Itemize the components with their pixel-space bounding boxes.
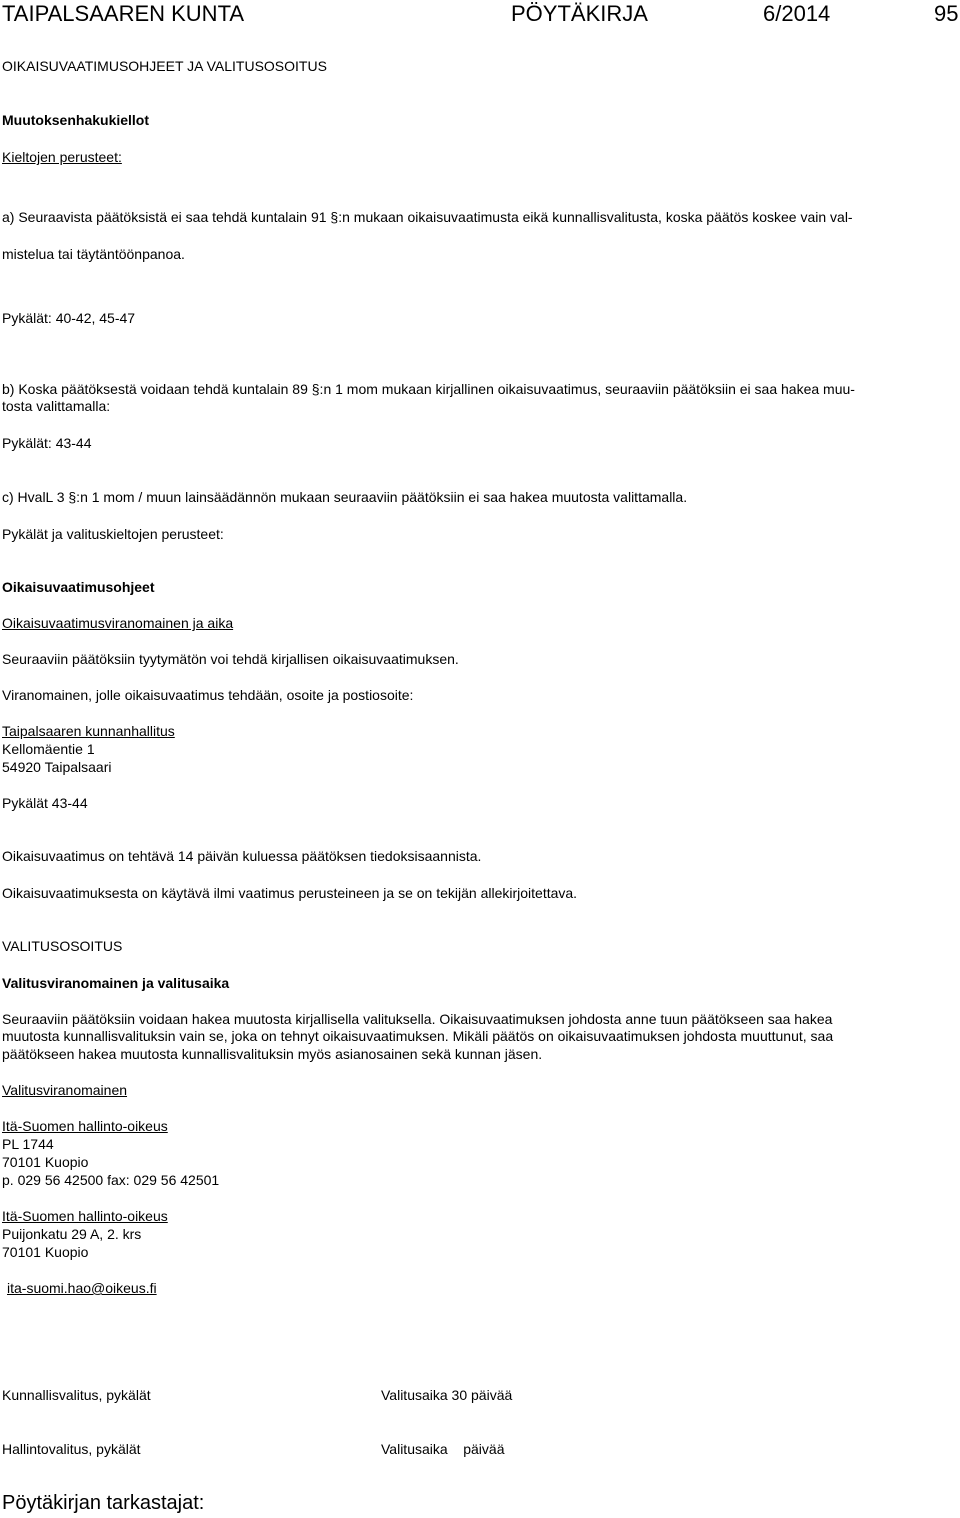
minutes-inspectors-label: Pöytäkirjan tarkastajat: [2, 1492, 205, 1514]
restrictions-heading: Muutoksenhakukiellot [2, 112, 150, 128]
paragraph-a-sections: Pykälät: 40-42, 45-47 [2, 310, 136, 326]
appeal-subheading: Valitusviranomainen ja valitusaika [2, 975, 230, 991]
municipality-name: TAIPALSAAREN KUNTA [2, 1, 245, 26]
court-1-phone: p. 029 56 42500 fax: 029 56 42501 [2, 1172, 220, 1188]
rectification-authority-time: Oikaisuvaatimusviranomainen ja aika [2, 615, 234, 631]
municipal-appeal-period: Valitusaika 30 päivää [381, 1387, 513, 1403]
document-type: PÖYTÄKIRJA [511, 1, 648, 26]
paragraph-c-line: c) HvalL 3 §:n 1 mom / muun lainsäädännön mukaan seuraaviin päätöksiin ei saa hakea muutosta valittamalla. [2, 489, 688, 505]
authority-street: Kellomäentie 1 [2, 741, 95, 757]
grounds-label: Kieltojen perusteet: [2, 149, 122, 165]
authority-postal: 54920 Taipalsaari [2, 759, 112, 775]
court-1-name: Itä-Suomen hallinto-oikeus [2, 1118, 168, 1134]
paragraph-a-line-1: a) Seuraavista päätöksistä ei saa tehdä kuntalain 91 §:n mukaan oikaisuvaatimusta eikä kunnallisvalitusta, koska päätös koskee vain val- [2, 209, 853, 225]
paragraph-a-line-2: mistelua tai täytäntöönpanoa. [2, 246, 185, 262]
rectification-form: Oikaisuvaatimuksesta on käytävä ilmi vaatimus perusteineen ja se on tekijän allekirjoitettava. [2, 885, 578, 901]
appeal-paragraph-line-2: muutosta kunnallisvalituksin vain se, joka on tehnyt oikaisuvaatimuksen. Mikäli päätös on oikaisuvaatimuksen johdosta muuttunut, saa [2, 1028, 834, 1044]
rectification-address-label: Viranomainen, jolle oikaisuvaatimus tehdään, osoite ja postiosoite: [2, 687, 414, 703]
paragraph-b-line-1: b) Koska päätöksestä voidaan tehdä kuntalain 89 §:n 1 mom mukaan kirjallinen oikaisuvaatimus, seuraaviin päätöksiin ei saa hakea muu- [2, 381, 855, 397]
rectification-sections: Pykälät 43-44 [2, 795, 88, 811]
page-number: 95 [934, 1, 959, 26]
appeal-paragraph-line-3: päätökseen hakea muutosta kunnallisvalituksin myös asianosainen sekä kunnan jäsen. [2, 1046, 543, 1062]
appeal-paragraph-line-1: Seuraaviin päätöksiin voidaan hakea muutosta kirjallisella valituksella. Oikaisuvaatimuksen johdosta anne tuun päätökseen saa hakea [2, 1011, 833, 1027]
appeal-heading: VALITUSOSOITUS [2, 938, 123, 954]
authority-name: Taipalsaaren kunnanhallitus [2, 723, 175, 739]
municipal-appeal-label: Kunnallisvalitus, pykälät [2, 1387, 151, 1403]
appeal-authority-label: Valitusviranomainen [2, 1082, 128, 1098]
administrative-appeal-label: Hallintovalitus, pykälät [2, 1441, 141, 1457]
court-2-name: Itä-Suomen hallinto-oikeus [2, 1208, 168, 1224]
rectification-intro: Seuraaviin päätöksiin tyytymätön voi tehdä kirjallisen oikaisuvaatimuksen. [2, 651, 459, 667]
court-email-link[interactable]: ita-suomi.hao@oikeus.fi [7, 1280, 157, 1296]
rectification-heading: Oikaisuvaatimusohjeet [2, 579, 155, 595]
court-2-street: Puijonkatu 29 A, 2. krs [2, 1226, 142, 1242]
rectification-deadline: Oikaisuvaatimus on tehtävä 14 päivän kuluessa päätöksen tiedoksisaannista. [2, 848, 482, 864]
paragraph-c-sections: Pykälät ja valituskieltojen perusteet: [2, 526, 224, 542]
section-heading: OIKAISUVAATIMUSOHJEET JA VALITUSOSOITUS [2, 58, 327, 74]
paragraph-b-sections: Pykälät: 43-44 [2, 435, 92, 451]
court-2-postal: 70101 Kuopio [2, 1244, 89, 1260]
court-1-postal: 70101 Kuopio [2, 1154, 89, 1170]
paragraph-b-line-2: tosta valittamalla: [2, 398, 111, 414]
meeting-number: 6/2014 [763, 1, 831, 26]
administrative-appeal-period: Valitusaika päivää [381, 1441, 505, 1457]
court-1-box: PL 1744 [2, 1136, 54, 1152]
